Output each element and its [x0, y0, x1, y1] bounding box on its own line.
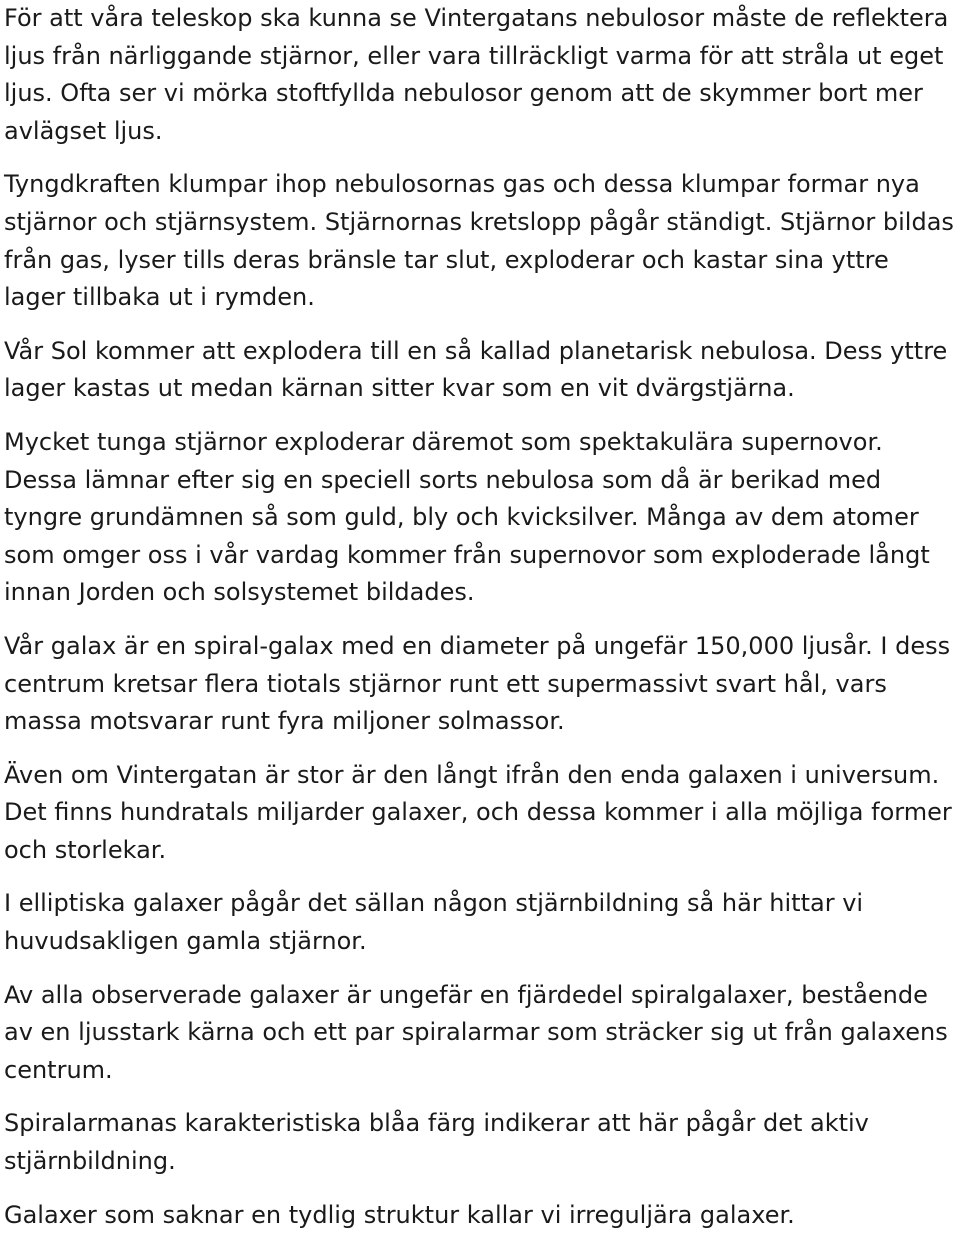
paragraph-gap — [4, 1181, 956, 1197]
paragraph-gap — [4, 612, 956, 628]
paragraph-gap — [4, 741, 956, 757]
paragraph-spiral-galaxies: Av alla observerade galaxer är ungefär en fjärdedel spiralgalaxer, bestående av en ljusstark kärna och ett par spiralarmar som sträcker sig ut från galaxens centrum. — [4, 980, 948, 1084]
paragraph-supernovae: Mycket tunga stjärnor exploderar däremot som spektakulära supernovor. Dessa lämnar efter sig en speciell sorts nebulosa som då är berikad med tyngre grundämnen så som guld, bly och kvicksilver. Många av dem atomer som omger oss i vår vardag kommer från supernovor som exploderade långt innan Jorden och solsystemet bildades. — [4, 427, 930, 607]
paragraph-gap — [4, 150, 956, 166]
document-body — [4, 0, 956, 1234]
paragraph-gap — [4, 1089, 956, 1105]
paragraph-spiral-arms: Spiralarmanas karakteristiska blåa färg indikerar att här pågår det aktiv stjärnbildning. — [4, 1109, 869, 1176]
paragraph-elliptical-galaxies: I elliptiska galaxer pågår det sällan någon stjärnbildning så här hittar vi huvudsakligen gamla stjärnor. — [4, 889, 864, 956]
paragraph-gap — [4, 961, 956, 977]
paragraph-reflection-nebulae: För att våra teleskop ska kunna se Vintergatans nebulosor måste de reflektera ljus från närliggande stjärnor, eller vara tillräckligt varma för att stråla ut eget ljus. Ofta ser vi mörka stoftfyllda nebulosor genom att de skymmer bort mer avlägset ljus. — [4, 4, 949, 145]
paragraph-gap — [4, 869, 956, 885]
paragraph-star-formation: Tyngdkraften klumpar ihop nebulosornas gas och dessa klumpar formar nya stjärnor och stjärnsystem. Stjärnornas kretslopp pågår ständigt. Stjärnor bildas från gas, lyser tills deras bränsle tar slut, exploderar och kastar sina yttre lager tillbaka ut i rymden. — [4, 170, 954, 312]
paragraph-milky-way: Vår galax är en spiral-galax med en diameter på ungefär 150,000 ljusår. I dess centrum kretsar flera tiotals stjärnor runt ett supermassivt svart hål, vars massa motsvarar runt fyra miljoner solmassor. — [4, 631, 951, 736]
paragraph-planetary-nebula: Vår Sol kommer att explodera till en så kallad planetarisk nebulosa. Dess yttre lager kastas ut medan kärnan sitter kvar som en vit dvärgstjärna. — [4, 336, 948, 403]
paragraph-gap — [4, 408, 956, 424]
paragraph-gap — [4, 317, 956, 333]
paragraph-irregular-galaxies: Galaxer som saknar en tydlig struktur kallar vi irreguljära galaxer. — [4, 1200, 795, 1229]
paragraph-many-galaxies: Även om Vintergatan är stor är den långt ifrån den enda galaxen i universum. Det finns hundratals miljarder galaxer, och dessa kommer i alla möjliga former och storlekar. — [4, 760, 952, 864]
